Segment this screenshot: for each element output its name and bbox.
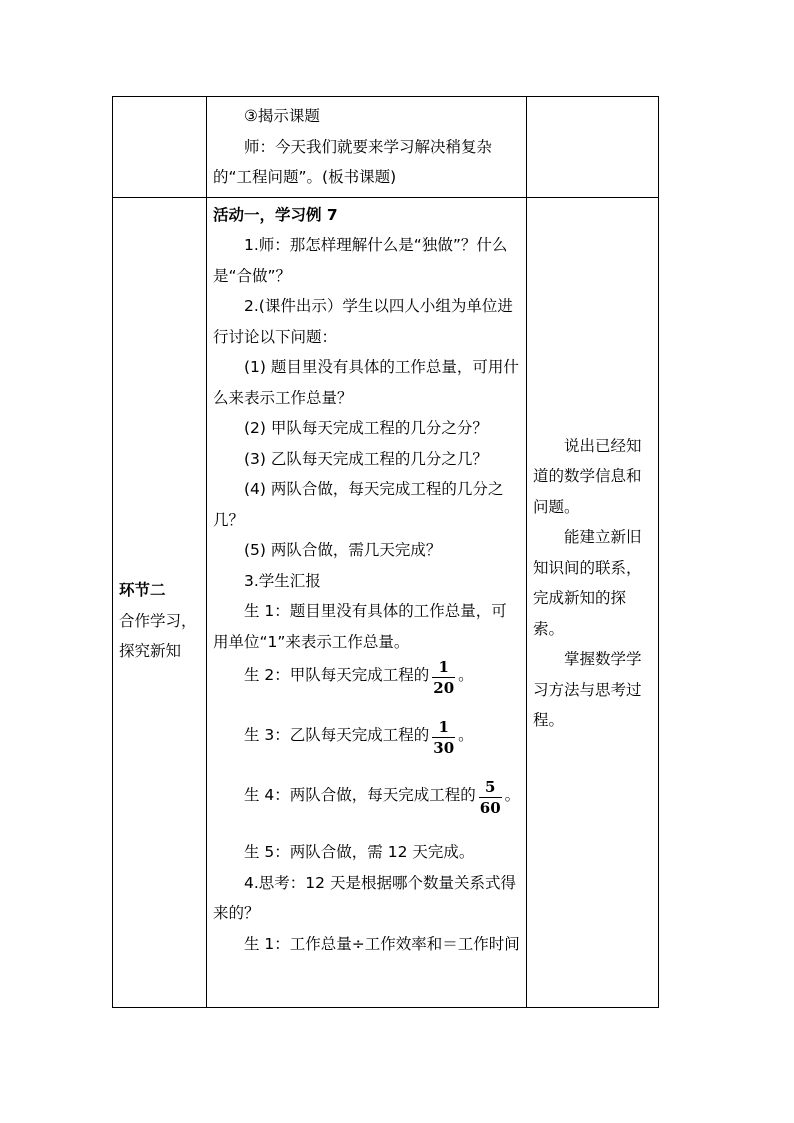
fraction [432, 717, 455, 758]
fraction-denominator: 20 [433, 679, 455, 697]
stage-cell [113, 197, 207, 1007]
fraction [479, 777, 502, 818]
answer-text: 生 2：甲队每天完成工程的 [244, 666, 430, 684]
fraction-denominator: 30 [433, 739, 455, 757]
table-row [113, 97, 659, 198]
note-3: 掌握数学学习方法与思考过程。 [533, 650, 642, 729]
question-1: 1.师：那怎样理解什么是“独做”？什么是“合做”？ [213, 236, 508, 285]
student-answer-1: 生 1：题目里没有具体的工作总量，可用单位“1”来表示工作总量。 [213, 602, 507, 651]
student-answer-3 [213, 717, 521, 777]
student-answer-2 [213, 657, 521, 717]
report-heading: 3.学生汇报 [244, 571, 321, 590]
think-question: 4.思考：12 天是根据哪个数量关系式得来的？ [213, 873, 516, 922]
answer-text: 生 4：两队合做，每天完成工程的 [244, 786, 476, 804]
answer-end: 。 [458, 726, 474, 744]
note-2: 能建立新旧知识间的联系，完成新知的探索。 [533, 528, 642, 638]
note-1: 说出已经知道的数学信息和问题。 [533, 436, 642, 516]
sub-question-4: (4) 两队合做，每天完成工程的几分之几？ [213, 480, 504, 529]
answer-end: 。 [458, 666, 474, 684]
table-row [113, 197, 659, 1007]
sub-question-2: (2) 甲队每天完成工程的几分之分？ [244, 419, 488, 437]
activity-heading: 活动一，学习例 7 [213, 205, 338, 224]
content-cell [207, 197, 527, 1007]
answer-text: 生 3：乙队每天完成工程的 [244, 726, 430, 744]
fraction-numerator: 1 [432, 717, 455, 738]
sub-question-3: (3) 乙队每天完成工程的几分之几？ [244, 449, 488, 468]
sub-question-1: (1) 题目里没有具体的工作总量，可用什么来表示工作总量？ [213, 358, 519, 407]
stage-cell-empty [113, 97, 207, 198]
content-cell [207, 97, 527, 198]
stage-desc: 合作学习，探究新知 [119, 611, 197, 661]
student-answer-5: 生 5：两队合做，需 12 天完成。 [244, 843, 475, 861]
stage-title: 环节二 [119, 581, 166, 600]
teacher-line: 师：今天我们就要来学习解决稍复杂的“工程问题”。(板书课题) [213, 137, 493, 186]
fraction-denominator: 60 [479, 799, 501, 817]
notes-cell [527, 197, 659, 1007]
notes-cell-empty [527, 97, 659, 198]
lesson-plan-table [112, 96, 659, 1008]
reveal-topic-line: ③揭示课题 [244, 107, 320, 125]
fraction-numerator: 1 [432, 657, 455, 678]
student-answer-4 [213, 777, 521, 837]
fraction-numerator: 5 [479, 777, 502, 798]
question-2: 2.(课件出示）学生以四人小组为单位进行讨论以下问题： [213, 297, 513, 346]
sub-question-5: (5) 两队合做，需几天完成？ [244, 541, 442, 559]
think-answer: 生 1：工作总量÷工作效率和＝工作时间 [244, 934, 520, 953]
fraction [432, 657, 455, 698]
answer-end: 。 [504, 786, 521, 804]
